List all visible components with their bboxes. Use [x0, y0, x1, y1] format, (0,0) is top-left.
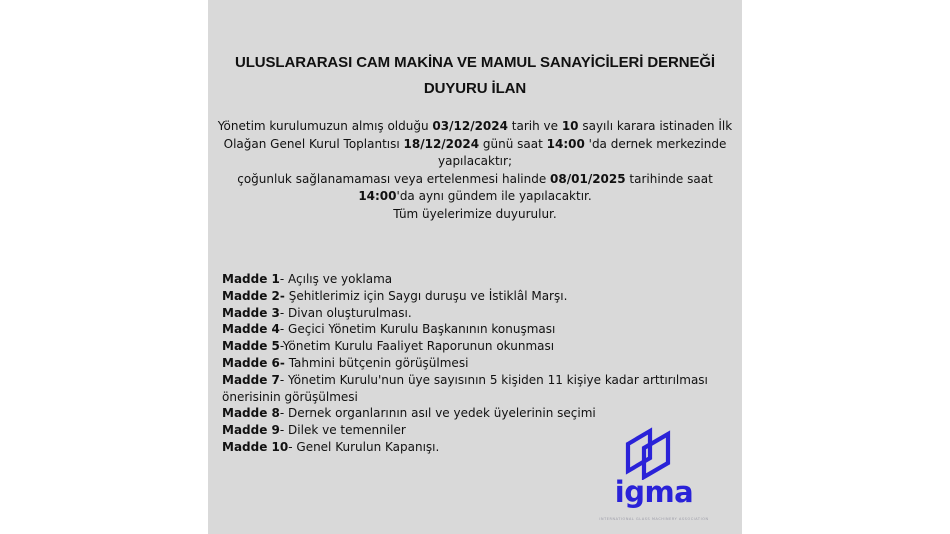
agenda-item-text: Geçici Yönetim Kurulu Başkanının konuşması — [288, 322, 556, 337]
intro-text: tarihinde saat — [625, 171, 713, 186]
announcement-title — [208, 50, 742, 102]
agenda-item-text: Şehitlerimiz için Saygı duruşu ve İstiklâl Marşı. — [288, 288, 568, 303]
agenda-item-label: Madde 8 — [222, 406, 280, 421]
logo-wordmark: igma — [614, 475, 694, 509]
intro-text: tarih ve — [507, 119, 562, 133]
logo-tagline: INTERNATIONAL GLASS MACHINERY ASSOCIATION — [599, 517, 709, 521]
agenda-item-label: Madde 10 — [222, 439, 289, 454]
agenda-item — [222, 305, 722, 322]
agenda-item-text: Dilek ve temenniler — [288, 423, 406, 438]
agenda-separator: - — [279, 406, 289, 421]
agenda-item-text: Yönetim Kurulu'nun üye sayısının 5 kişiden 11 kişiye kadar arttırılması önerisinin görüşülmesi — [222, 372, 708, 404]
agenda-item-label: Madde 2- — [222, 288, 285, 303]
agenda-item — [222, 288, 722, 305]
agenda-item — [222, 372, 722, 406]
agenda-separator: - — [279, 272, 289, 286]
agenda-item-label: Madde 7 — [222, 372, 280, 387]
agenda-separator: - — [279, 423, 289, 438]
intro-text: 'da dernek merkezinde yapılacaktır; — [437, 136, 727, 169]
agenda-item-text: Dernek organlarının asıl ve yedek üyelerinin seçimi — [288, 406, 596, 421]
agenda-item — [222, 338, 722, 355]
agenda-item-text: Divan oluşturulması. — [288, 305, 412, 320]
agenda-separator: - — [279, 322, 289, 337]
title-line-1: ULUSLARARASI CAM MAKİNA VE MAMUL SANAYİCİLERİ DERNEĞİ — [235, 54, 715, 71]
title-line-2: DUYURU İLAN — [423, 80, 527, 97]
meeting-date: 18/12/2024 — [403, 136, 480, 151]
fallback-date: 08/01/2025 — [550, 171, 626, 186]
intro-text: 'da aynı gündem ile yapılacaktır. — [396, 189, 592, 204]
agenda-item-label: Madde 4 — [222, 322, 280, 337]
intro-text: Yönetim kurulumuzun almış olduğu — [217, 119, 433, 133]
agenda-item-label: Madde 9 — [222, 423, 280, 438]
announcement-body — [208, 118, 742, 224]
agenda-separator: - — [288, 439, 297, 454]
intro-paragraph-1 — [208, 118, 742, 171]
agenda-item-text: Açılış ve yoklama — [288, 272, 393, 286]
agenda-item-label: Madde 5 — [222, 339, 280, 354]
agenda-item — [222, 321, 722, 338]
decision-number: 10 — [561, 119, 579, 133]
announcement-page — [208, 0, 742, 534]
intro-paragraph-3: Tüm üyelerimize duyurulur. — [393, 206, 557, 221]
fallback-time: 14:00 — [358, 189, 397, 204]
agenda-item-label: Madde 3 — [222, 305, 280, 320]
agenda-item-text: Tahmini bütçenin görüşülmesi — [288, 355, 469, 370]
agenda-item-text: Yönetim Kurulu Faaliyet Raporunun okunması — [282, 339, 555, 354]
agenda-item — [222, 405, 722, 422]
intro-text: çoğunluk sağlanamaması veya ertelenmesi halinde — [237, 171, 551, 186]
agenda-separator: - — [279, 305, 289, 320]
agenda-separator: - — [279, 372, 289, 387]
agenda-item — [222, 355, 722, 372]
agenda-item-label: Madde 1 — [222, 272, 280, 286]
agenda-separator: - — [279, 339, 283, 354]
intro-text: sayılı karara istinaden İlk Olağan Genel Kurul Toplantısı — [223, 119, 733, 151]
intro-paragraph-2 — [208, 171, 742, 206]
decision-date: 03/12/2024 — [432, 119, 508, 133]
agenda-item-text: Genel Kurulun Kapanışı. — [296, 439, 440, 454]
meeting-time: 14:00 — [546, 136, 585, 151]
igma-logo — [588, 424, 728, 528]
agenda-item — [222, 271, 722, 288]
agenda-item-label: Madde 6- — [222, 355, 285, 370]
interlocked-panes-icon — [624, 426, 682, 480]
intro-text: günü saat — [479, 136, 547, 151]
